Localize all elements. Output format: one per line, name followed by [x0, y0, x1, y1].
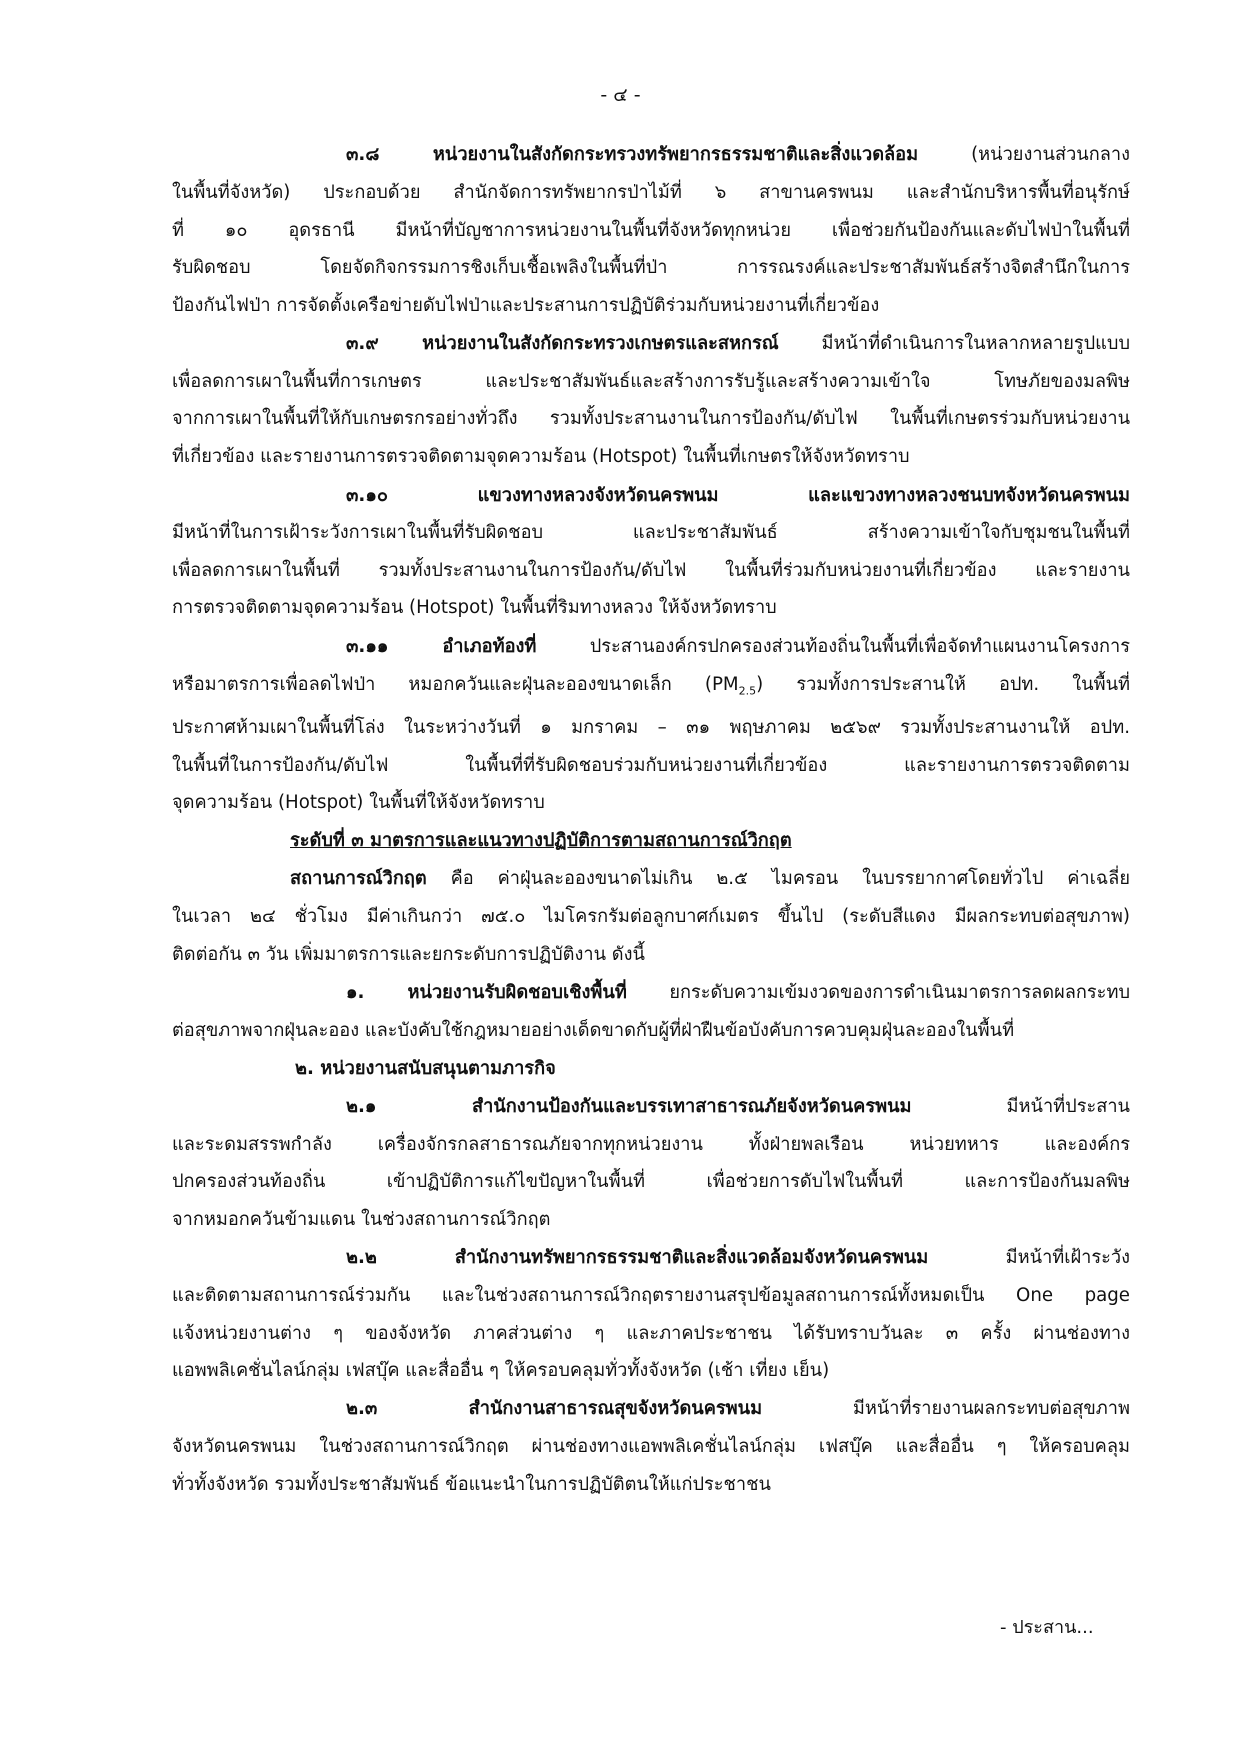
level-3-heading-text: ระดับที่ ๓ มาตรการและแนวทางปฏิบัติการตามสถานการณ์วิกฤต: [290, 830, 792, 851]
crisis-term: สถานการณ์วิกฤต: [290, 868, 427, 889]
section-heading: ๓.๑๑ อำเภอท้องที่: [346, 636, 537, 657]
item-2-heading: [295, 1051, 1130, 1087]
item-2-3-line-1: [346, 1391, 1130, 1427]
item-2-2-line-4: แอพพลิเคชั่นไลน์กลุ่ม เฟสบุ๊ค และสื่ออื่น ๆ ให้ครอบคลุมทั่วทั้งจังหวัด (เช้า เที่ยง เย็น): [172, 1360, 830, 1381]
paragraph-3-8-line-1: [346, 137, 1130, 173]
item-2-2-line-2: และติดตามสถานการณ์ร่วมกัน และในช่วงสถานการณ์วิกฤตรายงานสรุปข้อมูลสถานการณ์ทั้งหมดเป็น One page: [172, 1285, 1130, 1306]
paragraph-3-8-line-3: ที่ ๑๐ อุดรธานี มีหน้าที่บัญชาการหน่วยงานในพื้นที่จังหวัดทุกหน่วย เพื่อช่วยกันป้องกันและดับไฟป่าในพื้นที่: [172, 220, 1130, 241]
level-3-heading: [290, 823, 1130, 859]
text: มีหน้าที่เฝ้าระวัง: [928, 1247, 1130, 1268]
paragraph-3-9-line-1: [346, 326, 1130, 362]
text: ) รวมทั้งการประสานให้ อปท. ในพื้นที่: [756, 674, 1130, 695]
paragraph-3-11-line-3: ประกาศห้ามเผาในพื้นที่โล่ง ในระหว่างวันที่ ๑ มกราคม – ๓๑ พฤษภาคม ๒๕๖๙ รวมทั้งประสานงานให้ อปท.: [172, 717, 1130, 738]
paragraph-3-9-line-4: ที่เกี่ยวข้อง และรายงานการตรวจติดตามจุดความร้อน (Hotspot) ในพื้นที่เกษตรให้จังหวัดทราบ: [172, 446, 910, 467]
paragraph-3-11-line-5: จุดความร้อน (Hotspot) ในพื้นที่ให้จังหวัดทราบ: [172, 792, 545, 813]
item-2-2-line-3: แจ้งหน่วยงานต่าง ๆ ของจังหวัด ภาคส่วนต่าง ๆ และภาคประชาชน ได้รับทราบวันละ ๓ ครั้ง ผ่านช่องทาง: [172, 1323, 1130, 1344]
item-2-3-line-2: จังหวัดนครพนม ในช่วงสถานการณ์วิกฤต ผ่านช่องทางแอพพลิเคชั่นไลน์กลุ่ม เฟสบุ๊ค และสื่ออื่น ๆ ให้ครอบคลุม: [172, 1436, 1130, 1457]
paragraph-3-10-line-1: [346, 478, 1130, 514]
item-heading: ๒.๒ สำนักงานทรัพยากรธรรมชาติและสิ่งแวดล้อมจังหวัดนครพนม: [346, 1247, 929, 1268]
pm-subscript: 2.5: [738, 684, 757, 698]
item-heading: ๒. หน่วยงานสนับสนุนตามภารกิจ: [295, 1058, 556, 1079]
text: หรือมาตรการเพื่อลดไฟป่า หมอกควันและฝุ่นละอองขนาดเล็ก (PM: [172, 674, 739, 695]
item-2-1-line-3: ปกครองส่วนท้องถิ่น เข้าปฏิบัติการแก้ไขปัญหาในพื้นที่ เพื่อช่วยการดับไฟในพื้นที่ และการป้องกันมลพิษ: [172, 1171, 1130, 1192]
section-heading: ๓.๑๐ แขวงทางหลวงจังหวัดนครพนม และแขวงทางหลวงชนบทจังหวัดนครพนม: [346, 485, 1130, 506]
page-number: - ๔ -: [600, 84, 641, 106]
crisis-definition-line-3: ติดต่อกัน ๓ วัน เพิ่มมาตรการและยกระดับการปฏิบัติงาน ดังนี้: [172, 944, 645, 965]
section-heading: ๓.๘ หน่วยงานในสังกัดกระทรวงทรัพยากรธรรมชาติและสิ่งแวดล้อม: [346, 144, 919, 165]
paragraph-3-9-line-2: เพื่อลดการเผาในพื้นที่การเกษตร และประชาสัมพันธ์และสร้างการรับรู้และสร้างความเข้าใจ โทษภัยของมลพิษ: [172, 371, 1130, 392]
item-2-1-line-2: และระดมสรรพกำลัง เครื่องจักรกลสาธารณภัยจากทุกหน่วยงาน ทั้งฝ่ายพลเรือน หน่วยทหาร และองค์กร: [172, 1134, 1130, 1155]
item-1-line-1: [346, 975, 1130, 1011]
crisis-definition-line-1: [290, 861, 1130, 897]
paragraph-3-8-line-2: ในพื้นที่จังหวัด) ประกอบด้วย สำนักจัดการทรัพยากรป่าไม้ที่ ๖ สาขานครพนม และสำนักบริหารพื้นที่อนุรักษ์: [172, 182, 1130, 203]
section-heading: ๓.๙ หน่วยงานในสังกัดกระทรวงเกษตรและสหกรณ์: [346, 333, 779, 354]
item-heading: ๒.๑ สำนักงานป้องกันและบรรเทาสาธารณภัยจังหวัดนครพนม: [346, 1096, 912, 1117]
paragraph-3-10-line-4: การตรวจติดตามจุดความร้อน (Hotspot) ในพื้นที่ริมทางหลวง ให้จังหวัดทราบ: [172, 597, 777, 618]
paragraph-3-11-line-1: [346, 629, 1130, 665]
text: มีหน้าที่ดำเนินการในหลากหลายรูปแบบ: [778, 333, 1130, 354]
text: (หน่วยงานส่วนกลาง: [918, 144, 1130, 165]
item-2-3-line-3: ทั่วทั้งจังหวัด รวมทั้งประชาสัมพันธ์ ข้อแนะนำในการปฏิบัติตนให้แก่ประชาชน: [172, 1474, 771, 1495]
text: ประสานองค์กรปกครองส่วนท้องถิ่นในพื้นที่เพื่อจัดทำแผนงานโครงการ: [536, 636, 1131, 657]
text: คือ ค่าฝุ่นละอองขนาดไม่เกิน ๒.๕ ไมครอน ในบรรยากาศโดยทั่วไป ค่าเฉลี่ย: [426, 868, 1130, 889]
paragraph-3-8-line-4: รับผิดชอบ โดยจัดกิจกรรมการชิงเก็บเชื้อเพลิงในพื้นที่ป่า การรณรงค์และประชาสัมพันธ์สร้างจิตสำนึกในการ: [172, 257, 1130, 278]
paragraph-3-10-line-3: เพื่อลดการเผาในพื้นที่ รวมทั้งประสานงานในการป้องกัน/ดับไฟ ในพื้นที่ร่วมกับหน่วยงานที่เกี่ยวข้อง และรายงาน: [172, 560, 1130, 581]
continuation-marker: - ประสาน...: [1000, 1617, 1094, 1638]
text: ยกระดับความเข้มงวดของการดำเนินมาตรการลดผลกระทบ: [626, 982, 1130, 1003]
item-2-1-line-4: จากหมอกควันข้ามแดน ในช่วงสถานการณ์วิกฤต: [172, 1209, 551, 1230]
paragraph-3-8-line-5: ป้องกันไฟป่า การจัดตั้งเครือข่ายดับไฟป่าและประสานการปฏิบัติร่วมกับหน่วยงานที่เกี่ยวข้อง: [172, 295, 880, 316]
text: มีหน้าที่รายงานผลกระทบต่อสุขภาพ: [762, 1398, 1130, 1419]
item-2-2-line-1: [346, 1240, 1130, 1276]
paragraph-3-10-line-2: มีหน้าที่ในการเฝ้าระวังการเผาในพื้นที่รับผิดชอบ และประชาสัมพันธ์ สร้างความเข้าใจกับชุมชนในพื้นที่: [172, 522, 1130, 543]
paragraph-3-9-line-3: จากการเผาในพื้นที่ให้กับเกษตรกรอย่างทั่วถึง รวมทั้งประสานงานในการป้องกัน/ดับไฟ ในพื้นที่เกษตรร่วมกับหน่วยงาน: [172, 408, 1130, 429]
item-1-line-2: ต่อสุขภาพจากฝุ่นละออง และบังคับใช้กฎหมายอย่างเด็ดขาดกับผู้ที่ฝ่าฝืนข้อบังคับการควบคุมฝุ่นละอองในพื้นที่: [172, 1020, 1015, 1041]
item-heading: ๑. หน่วยงานรับผิดชอบเชิงพื้นที่: [346, 982, 627, 1003]
crisis-definition-line-2: ในเวลา ๒๔ ชั่วโมง มีค่าเกินกว่า ๗๕.๐ ไมโครกรัมต่อลูกบาศก์เมตร ขึ้นไป (ระดับสีแดง มีผลกระทบต่อสุขภาพ): [172, 906, 1130, 927]
item-2-1-line-1: [346, 1089, 1130, 1125]
item-heading: ๒.๓ สำนักงานสาธารณสุขจังหวัดนครพนม: [346, 1398, 763, 1419]
paragraph-3-11-line-4: ในพื้นที่ในการป้องกัน/ดับไฟ ในพื้นที่ที่รับผิดชอบร่วมกับหน่วยงานที่เกี่ยวข้อง และรายงานการตรวจติดตาม: [172, 755, 1130, 776]
paragraph-3-11-line-2: [172, 667, 1130, 703]
text: มีหน้าที่ประสาน: [911, 1096, 1130, 1117]
